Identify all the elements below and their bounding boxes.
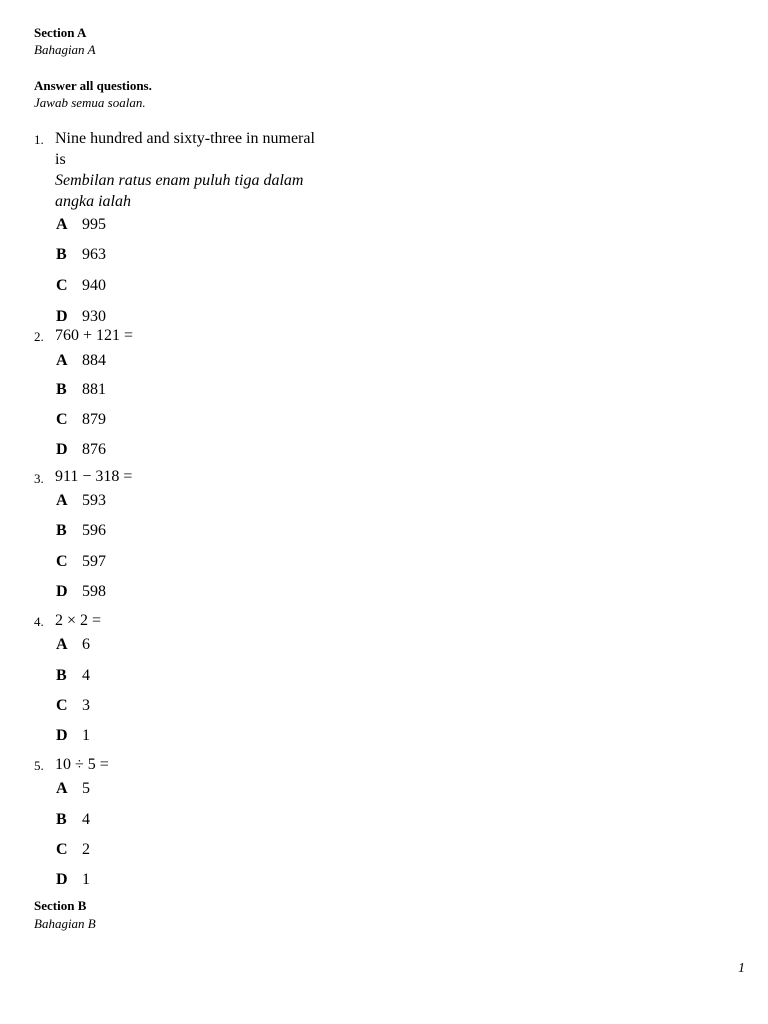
option-letter: A	[56, 780, 68, 797]
option-letter: A	[56, 352, 68, 369]
option-value: 940	[82, 277, 106, 294]
question-text-line: is	[55, 151, 66, 168]
option-letter: D	[56, 727, 68, 744]
section-a-subtitle: Bahagian A	[34, 42, 96, 57]
option-letter: A	[56, 216, 68, 233]
option-letter: C	[56, 841, 68, 858]
option-letter: B	[56, 246, 67, 263]
question-number: 5.	[34, 758, 44, 773]
option-letter: A	[56, 636, 68, 653]
section-a-title: Section A	[34, 25, 87, 40]
option-letter: C	[56, 553, 68, 570]
instruction: Answer all questions.	[34, 78, 152, 93]
option-value: 995	[82, 216, 106, 233]
option-letter: D	[56, 441, 68, 458]
question-text-malay-line: Sembilan ratus enam puluh tiga dalam	[55, 172, 304, 189]
option-letter: C	[56, 277, 68, 294]
question-text-malay-line: angka ialah	[55, 193, 131, 210]
option-letter: B	[56, 667, 67, 684]
option-letter: D	[56, 308, 68, 325]
option-value: 3	[82, 697, 90, 714]
option-letter: C	[56, 697, 68, 714]
option-letter: B	[56, 811, 67, 828]
question-text: 2 × 2 =	[55, 612, 102, 629]
question-number: 2.	[34, 329, 44, 344]
option-letter: A	[56, 492, 68, 509]
option-value: 4	[82, 667, 90, 684]
section-b-title: Section B	[34, 898, 87, 913]
option-value: 5	[82, 780, 90, 797]
question-text: 760 + 121 =	[55, 327, 134, 344]
option-value: 596	[82, 522, 106, 539]
option-value: 879	[82, 411, 106, 428]
option-value: 876	[82, 441, 106, 458]
question-number: 4.	[34, 614, 44, 629]
option-value: 963	[82, 246, 106, 263]
option-value: 4	[82, 811, 90, 828]
option-value: 884	[82, 352, 106, 369]
instruction-malay: Jawab semua soalan.	[34, 95, 146, 110]
option-value: 1	[82, 871, 90, 888]
option-value: 593	[82, 492, 106, 509]
option-value: 930	[82, 308, 106, 325]
question-text	[55, 128, 415, 212]
option-letter: B	[56, 522, 67, 539]
question-number: 1.	[34, 132, 44, 147]
option-value: 2	[82, 841, 90, 858]
question-number: 3.	[34, 471, 44, 486]
question-text: 10 ÷ 5 =	[55, 756, 109, 773]
option-value: 6	[82, 636, 90, 653]
option-letter: D	[56, 871, 68, 888]
option-letter: B	[56, 381, 67, 398]
option-value: 597	[82, 553, 106, 570]
page-number: 1	[738, 961, 745, 976]
question-text-line: Nine hundred and sixty-three in numeral	[55, 130, 315, 147]
option-value: 598	[82, 583, 106, 600]
section-b-subtitle: Bahagian B	[34, 916, 96, 931]
option-letter: D	[56, 583, 68, 600]
option-letter: C	[56, 411, 68, 428]
option-value: 1	[82, 727, 90, 744]
option-value: 881	[82, 381, 106, 398]
question-text: 911 − 318 =	[55, 468, 133, 485]
